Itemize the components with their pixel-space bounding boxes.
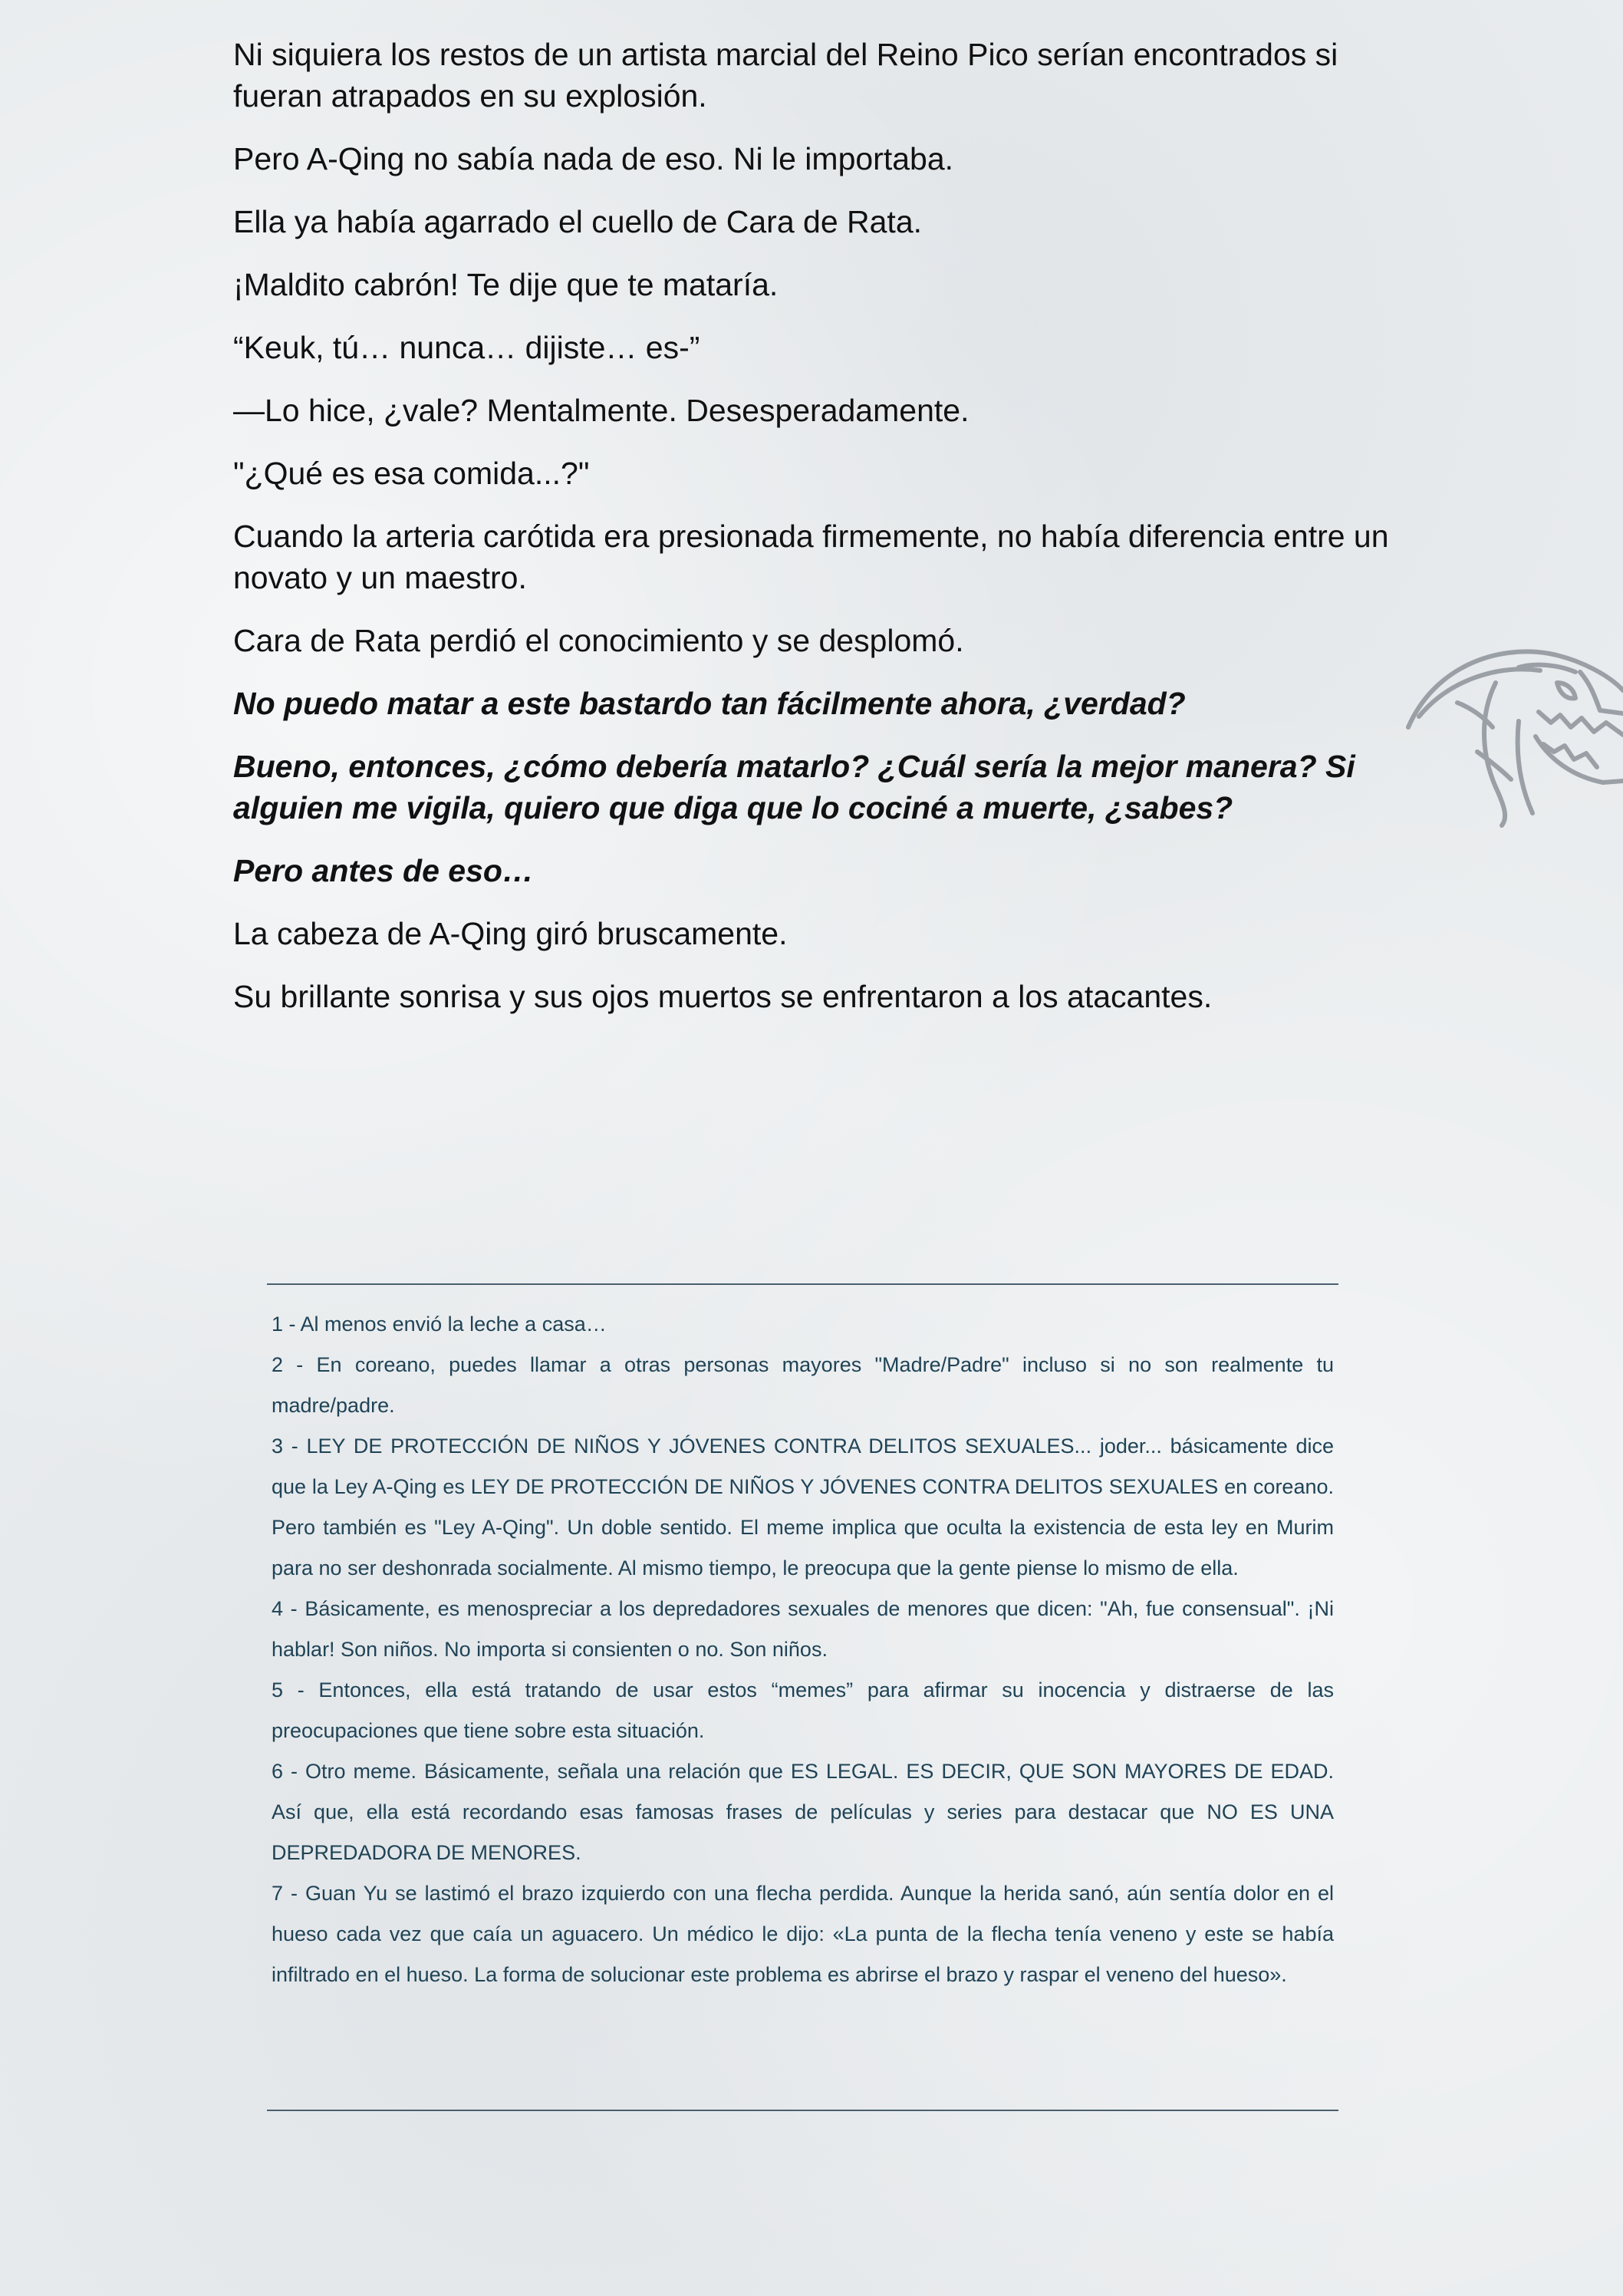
story-paragraph: Su brillante sonrisa y sus ojos muertos se enfrentaron a los atacantes.	[233, 979, 1213, 1014]
footnote: 6 - Otro meme. Básicamente, señala una relación que ES LEGAL. ES DECIR, QUE SON MAYORES DE EDAD. Así que, ella está recordando esas famosas frases de películas y series para destacar que NO ES UNA DEPREDADORA DE MENORES.	[272, 1760, 1334, 1864]
footnote: 2 - En coreano, puedes llamar a otras personas mayores "Madre/Padre" incluso si no son realmente tu madre/padre.	[272, 1353, 1334, 1417]
story-paragraph: Ni siquiera los restos de un artista marcial del Reino Pico serían encontrados si fueran atrapados en su explosión.	[233, 37, 1338, 114]
inner-thought-paragraph: Pero antes de eso…	[233, 853, 534, 888]
story-paragraph: Ella ya había agarrado el cuello de Cara de Rata.	[233, 204, 923, 239]
story-paragraph: “Keuk, tú… nunca… dijiste… es-”	[233, 330, 700, 365]
footnote: 3 - LEY DE PROTECCIÓN DE NIÑOS Y JÓVENES CONTRA DELITOS SEXUALES... joder... básicamente dice que la Ley A-Qing es LEY DE PROTECCIÓN DE NIÑOS Y JÓVENES CONTRA DELITOS SEXUALES en coreano. Pero también es "Ley A-Qing". Un doble sentido. El meme implica que oculta la existencia de esta ley en Murim para no ser deshonrada socialmente. Al mismo tiempo, le preocupa que la gente piense lo mismo de ella.	[272, 1435, 1334, 1580]
footnote: 5 - Entonces, ella está tratando de usar estos “memes” para afirmar su inocencia y distraerse de las preocupaciones que tiene sobre esta situación.	[272, 1678, 1334, 1742]
story-paragraph: ¡Maldito cabrón! Te dije que te mataría.	[233, 267, 779, 302]
footnote: 4 - Básicamente, es menospreciar a los depredadores sexuales de menores que dicen: "Ah, fue consensual". ¡Ni hablar! Son niños. No importa si consienten o no. Son niños.	[272, 1597, 1334, 1661]
story-paragraph: Cuando la arteria carótida era presionada firmemente, no había diferencia entre un novato y un maestro.	[233, 519, 1389, 595]
footnote: 7 - Guan Yu se lastimó el brazo izquierdo con una flecha perdida. Aunque la herida sanó, aún sentía dolor en el hueso cada vez que caía un aguacero. Un médico le dijo: «La punta de la flecha tenía veneno y este se había infiltrado en el hueso. La forma de solucionar este problema es abrirse el brazo y raspar el veneno del hueso».	[272, 1882, 1334, 1986]
story-paragraph: La cabeza de A-Qing giró bruscamente.	[233, 916, 788, 951]
story-paragraph: "¿Qué es esa comida...?"	[233, 456, 590, 491]
footnotes-divider-bottom	[267, 2110, 1338, 2111]
story-paragraph: —Lo hice, ¿vale? Mentalmente. Desesperadamente.	[233, 393, 970, 428]
story-body	[233, 34, 1399, 1039]
inner-thought-paragraph: Bueno, entonces, ¿cómo debería matarlo? ¿Cuál sería la mejor manera? Si alguien me vigila, quiero que diga que lo cociné a muerte, ¿sabes?	[233, 749, 1355, 825]
footnotes-divider-top	[267, 1283, 1338, 1285]
story-paragraph: Cara de Rata perdió el conocimiento y se desplomó.	[233, 623, 964, 658]
footnotes-section	[272, 1304, 1334, 1995]
story-paragraph: Pero A-Qing no sabía nada de eso. Ni le importaba.	[233, 141, 954, 176]
inner-thought-paragraph: No puedo matar a este bastardo tan fácilmente ahora, ¿verdad?	[233, 686, 1186, 721]
dinosaur-head-icon	[1404, 637, 1623, 828]
footnote: 1 - Al menos envió la leche a casa…	[272, 1313, 607, 1336]
